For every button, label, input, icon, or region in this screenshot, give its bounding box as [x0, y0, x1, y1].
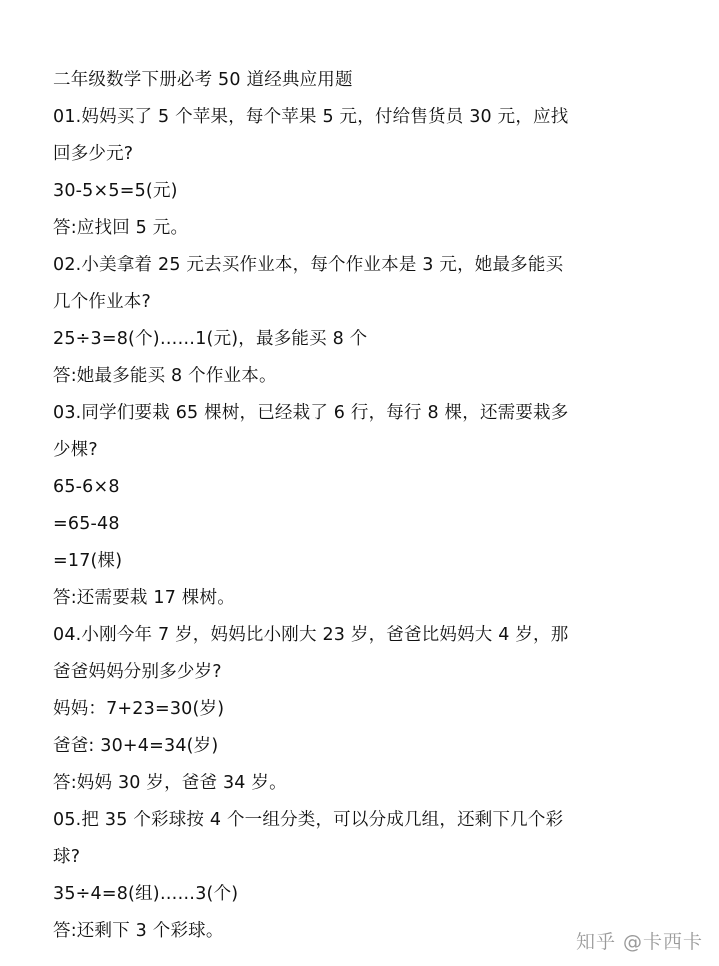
text-line: 04.小刚今年 7 岁，妈妈比小刚大 23 岁，爸爸比妈妈大 4 岁，那 — [53, 625, 569, 645]
document-body — [53, 62, 693, 950]
text-line: 回多少元? — [53, 144, 134, 164]
text-line: =65-48 — [53, 514, 120, 534]
text-line: =17(棵) — [53, 551, 123, 571]
text-line: 答:应找回 5 元。 — [53, 218, 189, 238]
text-line: 25÷3=8(个)……1(元)，最多能买 8 个 — [53, 329, 368, 349]
text-line: 答:还剩下 3 个彩球。 — [53, 921, 224, 941]
watermark: 知乎 @卡西卡 — [575, 931, 703, 953]
text-line: 球? — [53, 847, 81, 867]
text-line: 几个作业本? — [53, 292, 151, 312]
text-line: 65-6×8 — [53, 477, 120, 497]
text-line: 爸爸: 30+4=34(岁) — [53, 736, 219, 756]
text-line: 答:她最多能买 8 个作业本。 — [53, 366, 277, 386]
text-line: 爸爸妈妈分别多少岁? — [53, 662, 222, 682]
text-line: 35÷4=8(组)……3(个) — [53, 884, 239, 904]
text-line: 少棵? — [53, 440, 98, 460]
text-line: 05.把 35 个彩球按 4 个一组分类，可以分成几组，还剩下几个彩 — [53, 810, 564, 830]
text-line: 妈妈：7+23=30(岁) — [53, 699, 225, 719]
document-title: 二年级数学下册必考 50 道经典应用题 — [53, 70, 353, 90]
text-line: 03.同学们要栽 65 棵树，已经栽了 6 行，每行 8 棵，还需要栽多 — [53, 403, 569, 423]
text-line: 01.妈妈买了 5 个苹果，每个苹果 5 元，付给售货员 30 元，应找 — [53, 107, 569, 127]
text-line: 答:还需要栽 17 棵树。 — [53, 588, 235, 608]
text-line: 30-5×5=5(元) — [53, 181, 178, 201]
text-line: 答:妈妈 30 岁，爸爸 34 岁。 — [53, 773, 287, 793]
text-line: 02.小美拿着 25 元去买作业本，每个作业本是 3 元，她最多能买 — [53, 255, 564, 275]
